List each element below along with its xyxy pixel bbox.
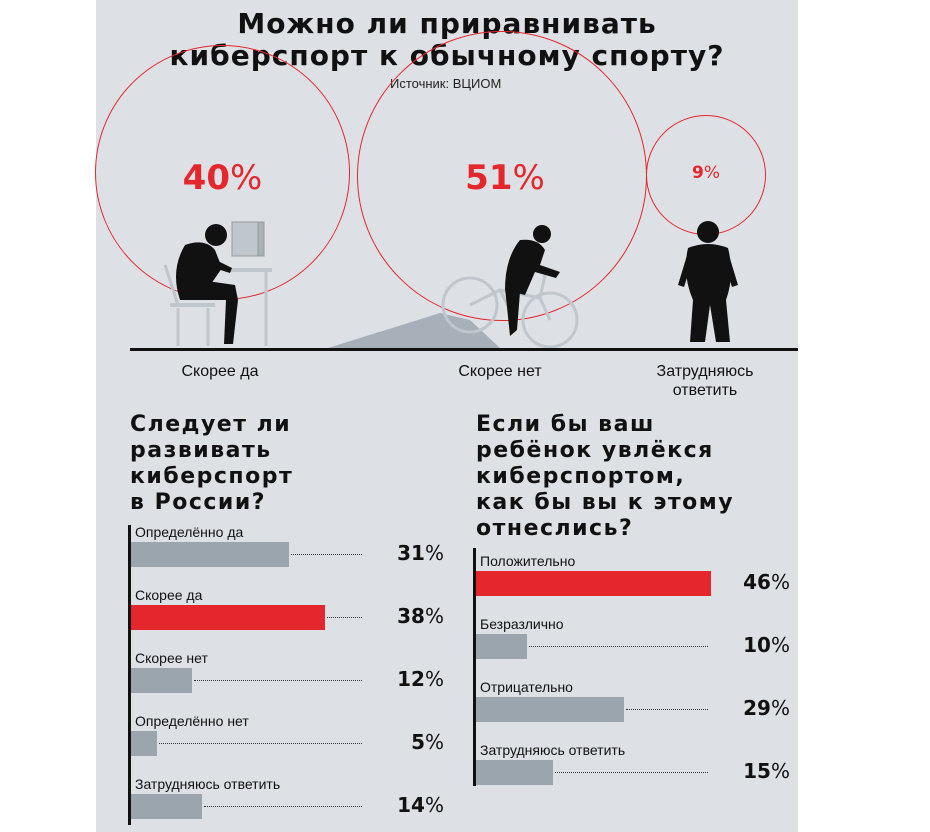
bar-leader-dots (626, 709, 708, 710)
bar-leader-dots (327, 617, 362, 618)
bar-leader-dots (194, 680, 362, 681)
bar-label: Отрицательно (480, 679, 573, 695)
q1-title (130, 412, 293, 516)
bar-label: Определённо да (135, 524, 244, 540)
bar-label: Положительно (480, 553, 576, 569)
q1-title-line: киберспорт (130, 464, 294, 489)
bar-value-label: 12% (397, 667, 444, 691)
bar-value-label: 10% (743, 633, 790, 657)
bar (131, 668, 192, 693)
category-label-line: ответить (672, 382, 738, 399)
q2-title-line: киберспортом, (476, 464, 686, 489)
main-title-line1: Можно ли приравнивать (237, 7, 657, 40)
category-label-zatrudnyayus (635, 362, 775, 400)
bar-value-label: 15% (743, 759, 790, 783)
bar-value-label: 38% (397, 604, 444, 628)
q2-title (476, 412, 734, 542)
q2-title-line: как бы вы к этому (476, 490, 735, 515)
bar-value-label: 29% (743, 696, 790, 720)
bar-value-label: 46% (743, 570, 790, 594)
q2-title-line: ребёнок увлёкся (476, 438, 714, 463)
category-label-skoree-net: Скорее нет (458, 363, 542, 380)
bar-value-label: 31% (397, 541, 444, 565)
source-note: Источник: ВЦИОМ (390, 76, 502, 91)
bubble-baseline (130, 348, 798, 351)
bar-label: Скорее нет (135, 650, 208, 666)
bar (131, 731, 157, 756)
q1-title-line: Следует ли (130, 412, 292, 437)
bar-label: Скорее да (135, 587, 203, 603)
bubble-value-zatrudnyayus: 9% (692, 163, 720, 183)
category-label-line: Затрудняюсь (656, 363, 754, 380)
bar (476, 760, 553, 785)
bar-leader-dots (159, 743, 363, 744)
bar (131, 794, 202, 819)
main-title-line2: киберспорт к обычному спорту? (169, 39, 725, 72)
standing-figure (678, 221, 738, 342)
bar (476, 571, 711, 596)
bar-label: Затрудняюсь ответить (480, 742, 626, 758)
bar (476, 697, 624, 722)
q1-title-line: в России? (130, 490, 266, 515)
bar-value-label: 5% (411, 730, 444, 754)
category-label-skoree-da: Скорее да (181, 363, 259, 380)
bar-leader-dots (529, 646, 708, 647)
bar-value-label: 14% (397, 793, 444, 817)
q2-title-line: отнеслись? (476, 516, 634, 541)
gamer-figure (165, 222, 272, 346)
bubble-value-skoree-da: 40% (182, 158, 263, 198)
bar (131, 542, 289, 567)
q2-title-line: Если бы ваш (476, 412, 655, 437)
bubble-value-skoree-net: 51% (465, 158, 545, 198)
bar-leader-dots (291, 554, 362, 555)
bar-leader-dots (555, 772, 709, 773)
bar (131, 605, 325, 630)
q1-title-line: развивать (130, 438, 272, 463)
bar (476, 634, 527, 659)
bar-label: Безразлично (480, 616, 564, 632)
bar-label: Затрудняюсь ответить (135, 776, 281, 792)
bar-leader-dots (204, 806, 362, 807)
bar-label: Определённо нет (135, 713, 249, 729)
